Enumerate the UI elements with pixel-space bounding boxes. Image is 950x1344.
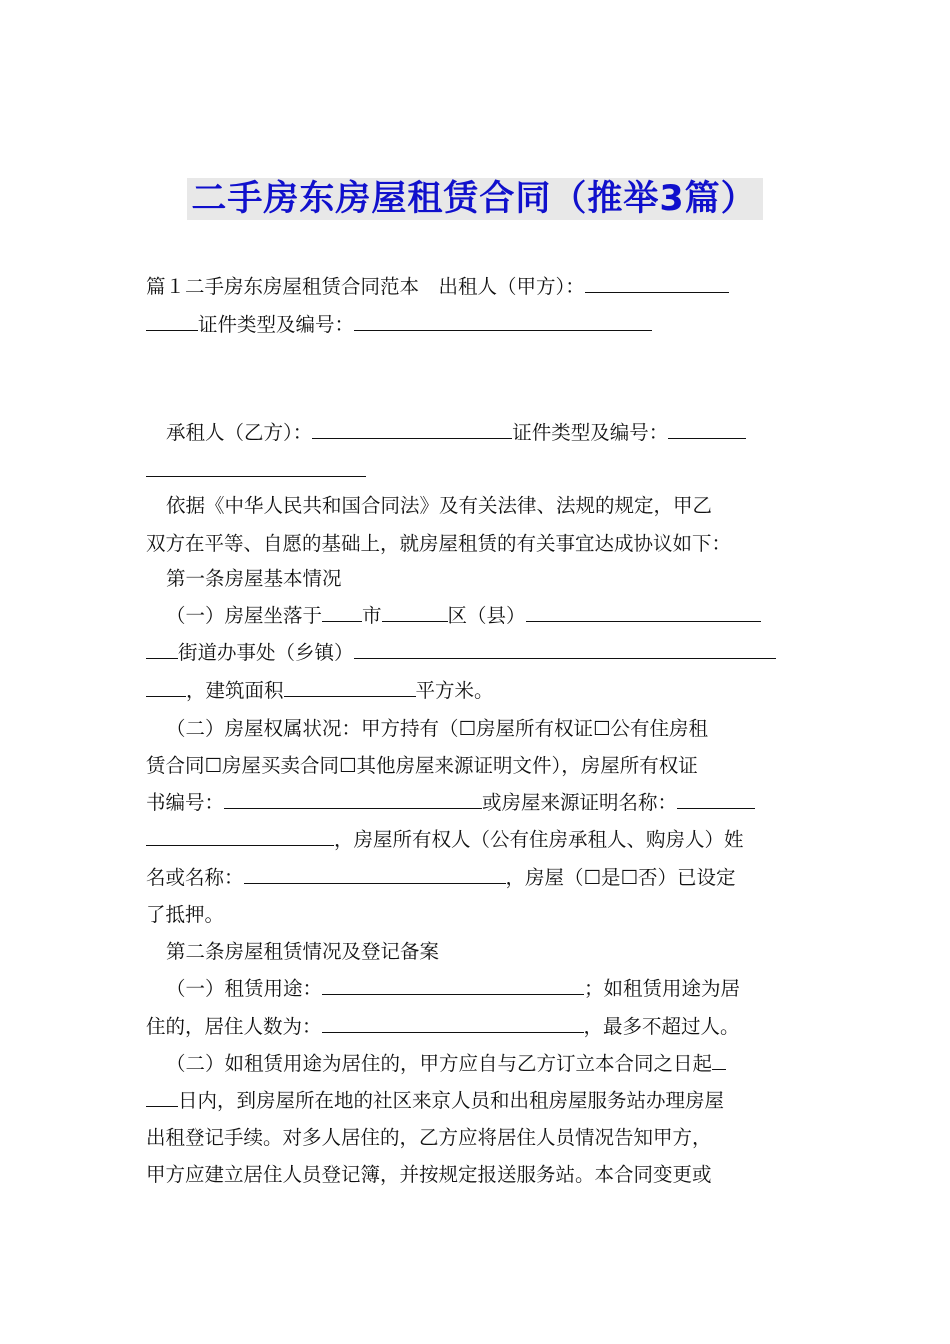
contract-line: [146, 1126, 712, 1150]
text-segment: 第二条房屋租赁情况及登记备案: [166, 940, 440, 963]
fill-blank: [322, 977, 584, 995]
text-segment: 出租登记手续。对多人居住的，乙方应将居住人员情况告知甲方，: [146, 1126, 712, 1149]
text-segment: （一）房屋坐落于: [166, 604, 323, 627]
text-segment: 平方米。: [415, 679, 494, 702]
text-segment: 篇１二手房东房屋租赁合同范本 出租人（甲方）：: [146, 275, 585, 298]
fill-blank: [677, 791, 755, 809]
text-segment: 赁合同☐房屋买卖合同☐其他房屋来源证明文件），房屋所有权证: [146, 754, 698, 777]
text-segment: 第一条房屋基本情况: [166, 567, 342, 590]
fill-blank: [224, 791, 482, 809]
text-segment: 承租人（乙方）：: [166, 421, 313, 444]
section-heading: [166, 567, 342, 591]
contract-line: [146, 754, 698, 778]
text-segment: 或房屋来源证明名称：: [482, 791, 678, 814]
text-segment: 市: [362, 604, 382, 627]
contract-line: [146, 903, 224, 927]
text-segment: 住的，居住人数为：: [146, 1015, 322, 1038]
fill-blank: [146, 679, 186, 697]
fill-blank: [146, 1089, 178, 1107]
text-segment: 依据《中华人民共和国合同法》及有关法律、法规的规定，甲乙: [166, 494, 713, 517]
contract-line: [146, 1089, 724, 1113]
contract-line: [166, 604, 761, 628]
section-heading: [166, 940, 439, 964]
contract-line: [166, 421, 746, 445]
fill-blank: [668, 421, 746, 439]
contract-line: [146, 641, 776, 665]
title-wrap: [0, 178, 950, 220]
contract-line: [146, 828, 744, 852]
fill-blank: [146, 313, 198, 331]
text-segment: 甲方应建立居住人员登记簿，并按规定报送服务站。本合同变更或: [146, 1163, 712, 1186]
text-segment: ，房屋（☐是☐否）已设定: [505, 866, 736, 889]
fill-blank: [146, 641, 178, 659]
fill-blank: [712, 1052, 726, 1070]
contract-line: [146, 679, 494, 703]
fill-blank: [526, 604, 761, 622]
text-segment: 证件类型及编号：: [198, 313, 355, 336]
text-segment: （二）如租赁用途为居住的，甲方应自与乙方订立本合同之日起: [166, 1052, 713, 1075]
text-segment: ，建筑面积: [186, 679, 284, 702]
fill-blank: [146, 459, 366, 477]
contract-line: [146, 532, 731, 556]
contract-line: [146, 313, 652, 337]
contract-line: [166, 494, 712, 518]
fill-blank: [284, 679, 416, 697]
fill-blank: [585, 275, 729, 293]
fill-blank: [312, 421, 512, 439]
fill-blank: [322, 604, 362, 622]
text-segment: 双方在平等、自愿的基础上，就房屋租赁的有关事宜达成协议如下：: [146, 532, 732, 555]
fill-blank: [146, 828, 334, 846]
text-segment: ，最多不超过人。: [583, 1015, 740, 1038]
contract-line: [146, 791, 755, 815]
text-segment: 日内，到房屋所在地的社区来京人员和出租房屋服务站办理房屋: [178, 1089, 725, 1112]
text-segment: 书编号：: [146, 791, 225, 814]
fill-blank: [322, 1015, 584, 1033]
contract-line: [146, 1163, 712, 1187]
text-segment: 证件类型及编号：: [512, 421, 669, 444]
fill-blank: [354, 313, 652, 331]
text-segment: （一）租赁用途：: [166, 977, 323, 1000]
text-segment: ；如租赁用途为居: [584, 977, 741, 1000]
text-segment: （二）房屋权属状况：甲方持有（☐房屋所有权证☐公有住房租: [166, 717, 708, 740]
text-segment: 街道办事处（乡镇）: [178, 641, 354, 664]
contract-line: [146, 459, 366, 483]
contract-line: [166, 977, 740, 1001]
fill-blank: [244, 866, 506, 884]
contract-line: [166, 1052, 726, 1076]
document-title: 二手房东房屋租赁合同（推举3篇）: [187, 178, 762, 220]
text-segment: 名或名称：: [146, 866, 244, 889]
contract-line: [166, 717, 708, 741]
fill-blank: [354, 641, 776, 659]
contract-line: [146, 275, 729, 299]
text-segment: ，房屋所有权人（公有住房承租人、购房人）姓: [334, 828, 744, 851]
contract-line: [146, 1015, 740, 1039]
text-segment: 区（县）: [447, 604, 526, 627]
fill-blank: [382, 604, 448, 622]
text-segment: 了抵押。: [146, 903, 225, 926]
contract-line: [146, 866, 735, 890]
